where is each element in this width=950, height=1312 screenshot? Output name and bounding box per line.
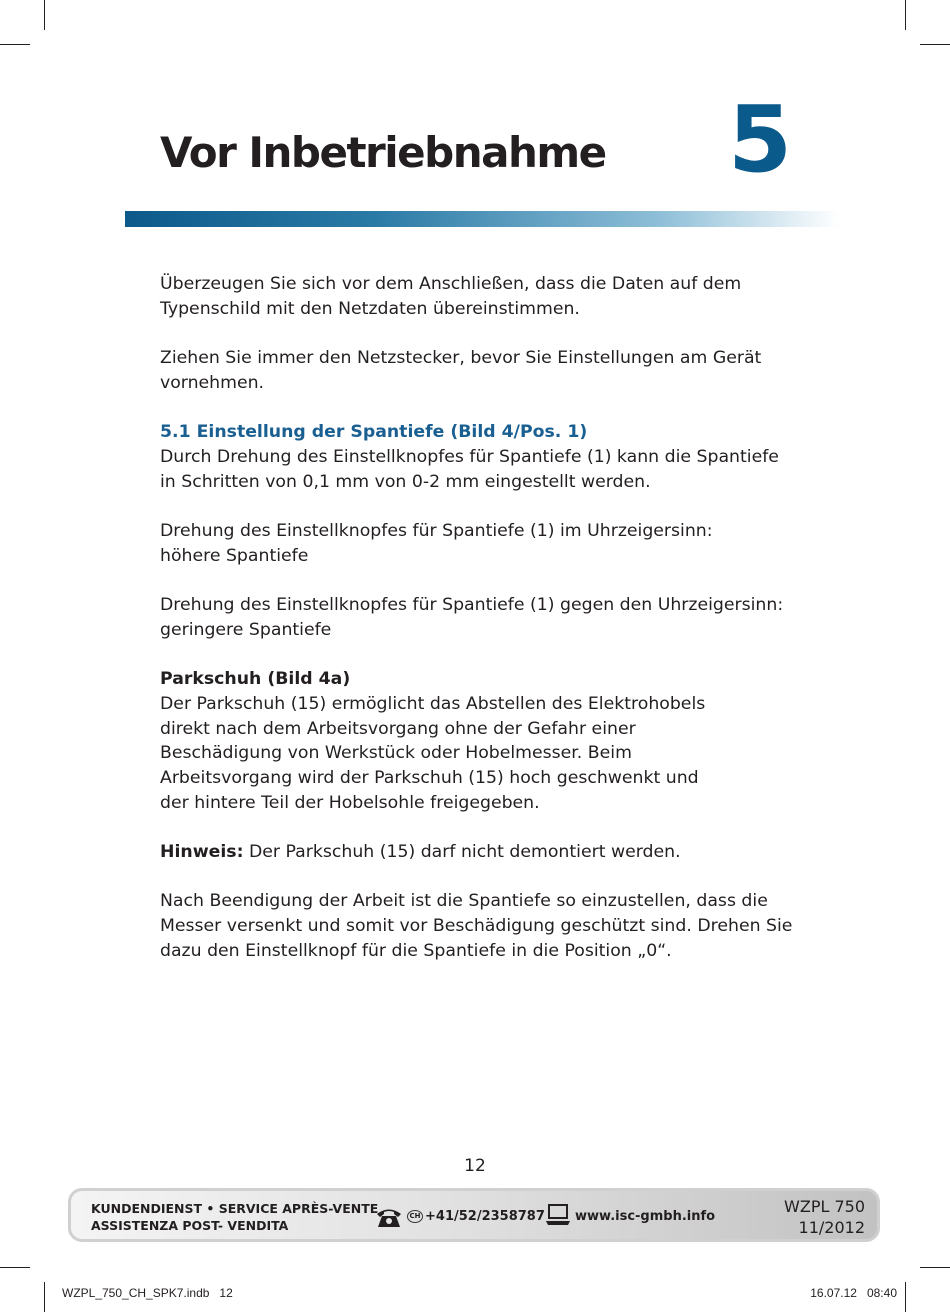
paragraph-line: Arbeitsvorgang wird der Parkschuh (15) hoch geschwenkt und — [160, 767, 699, 788]
paragraph: Ziehen Sie immer den Netzstecker, bevor Sie Einstellungen am Gerät vornehmen. — [160, 348, 762, 393]
page-number: 12 — [464, 1156, 486, 1176]
paragraph-line: geringere Spantiefe — [160, 619, 332, 640]
telephone-icon — [375, 1205, 403, 1229]
crop-mark — [920, 44, 950, 45]
paragraph-line: Beschädigung von Werkstück oder Hobelmesser. Beim — [160, 743, 632, 764]
header-gradient-bar — [125, 211, 840, 227]
paragraph-line: Der Parkschuh (15) ermöglicht das Abstellen des Elektrohobels — [160, 693, 706, 714]
crop-mark — [905, 1282, 906, 1312]
paragraph: Durch Drehung des Einstellknopfes für Spantiefe (1) kann die Spantiefe in Schritten von 0,1 mm von 0-2 mm eingestellt werden. — [160, 446, 779, 492]
website-link[interactable]: www.isc-gmbh.info — [575, 1209, 716, 1224]
note-label: Hinweis: — [160, 842, 244, 863]
subsection-heading: Parkschuh (Bild 4a) — [160, 669, 351, 690]
service-footer — [68, 1188, 880, 1242]
crop-mark — [44, 1282, 45, 1312]
body-text — [160, 272, 800, 988]
country-badge: CH — [407, 1210, 423, 1223]
phone-number: +41/52/2358787 — [425, 1209, 545, 1224]
model-info — [784, 1196, 865, 1238]
crop-mark — [0, 44, 30, 45]
laptop-icon — [545, 1203, 571, 1227]
paragraph-line: direkt nach dem Arbeitsvorgang ohne der Gefahr einer — [160, 718, 636, 739]
crop-mark — [920, 1267, 950, 1268]
note-paragraph — [160, 840, 800, 865]
paragraph-line: Drehung des Einstellknopfes für Spantiefe (1) gegen den Uhrzeigersinn: — [160, 595, 784, 616]
model-date: 11/2012 — [798, 1218, 865, 1237]
page-title: Vor Inbetriebnahme — [160, 128, 606, 177]
paragraph: Überzeugen Sie sich vor dem Anschließen, dass die Daten auf dem Typenschild mit den Netzdaten übereinstimmen. — [160, 274, 742, 319]
crop-mark — [905, 0, 906, 30]
chapter-number: 5 — [728, 86, 791, 193]
print-slug-timestamp: 16.07.12 08:40 — [810, 1286, 897, 1300]
model-number: WZPL 750 — [784, 1197, 865, 1216]
paragraph-line: Drehung des Einstellknopfes für Spantiefe (1) im Uhrzeigersinn: — [160, 520, 713, 541]
print-slug-file: WZPL_750_CH_SPK7.indb 12 — [62, 1286, 233, 1300]
note-text: Der Parkschuh (15) darf nicht demontiert werden. — [243, 842, 681, 863]
service-label — [91, 1200, 378, 1234]
service-line-1: KUNDENDIENST • SERVICE APRÈS-VENTE — [91, 1201, 379, 1216]
section-heading: 5.1 Einstellung der Spantiefe (Bild 4/Pos. 1) — [160, 422, 588, 443]
paragraph: Nach Beendigung der Arbeit ist die Spantiefe so einzustellen, dass die Messer versenkt und somit vor Beschädigung geschützt sind. Drehen Sie dazu den Einstellknopf für die Spantiefe in die Position „0“. — [160, 891, 793, 961]
crop-mark — [0, 1267, 30, 1268]
service-line-2: ASSISTENZA POST- VENDITA — [91, 1218, 289, 1233]
crop-mark — [44, 0, 45, 30]
paragraph-line: der hintere Teil der Hobelsohle freigegeben. — [160, 792, 540, 813]
paragraph-line: höhere Spantiefe — [160, 545, 309, 566]
